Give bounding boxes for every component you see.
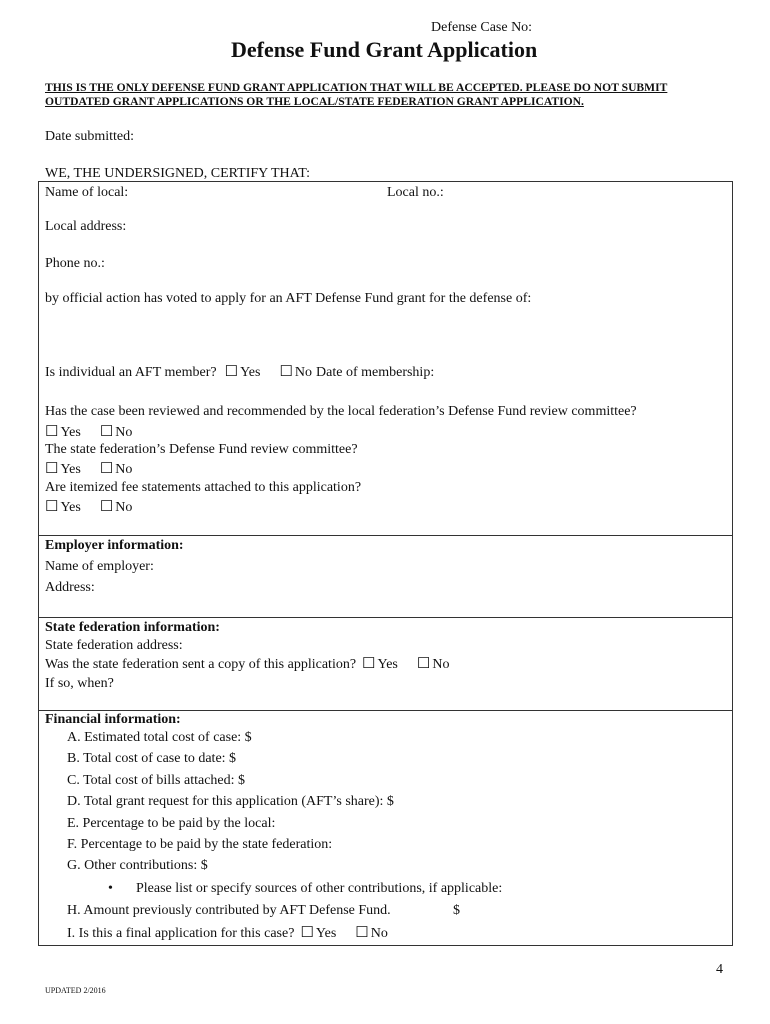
state-review-question: The state federation’s Defense Fund review committee? [45, 442, 358, 457]
certify-label: WE, THE UNDERSIGNED, CERTIFY THAT: [45, 166, 310, 181]
updated-label: UPDATED 2/2016 [45, 986, 106, 995]
aft-member-question: Is individual an AFT member? [45, 365, 217, 380]
final-application-no-label: No [370, 926, 388, 941]
local-review-yes-checkbox[interactable]: ☐ [45, 424, 59, 440]
notice-line-2: OUTDATED GRANT APPLICATIONS OR THE LOCAL/STATE FEDERATION GRANT APPLICATION. [45, 95, 584, 108]
financial-item-e: E. Percentage to be paid by the local: [67, 816, 276, 831]
itemized-no-label: No [115, 500, 133, 515]
local-review-no-checkbox[interactable]: ☐ [99, 424, 114, 440]
local-review-no-label: No [115, 425, 133, 440]
state-copy-question: Was the state federation sent a copy of this application? [45, 657, 357, 672]
itemized-yes-label: Yes [60, 500, 81, 515]
aft-member-yes-option[interactable] [225, 364, 261, 381]
section-divider-employer [38, 535, 733, 536]
aft-member-no-option[interactable] [279, 364, 312, 381]
financial-item-bullet: Please list or specify sources of other contributions, if applicable: [136, 881, 503, 896]
local-review-options [45, 424, 132, 441]
financial-item-a: A. Estimated total cost of case: $ [67, 730, 252, 745]
state-review-yes-checkbox[interactable]: ☐ [45, 461, 59, 477]
financial-bullet-icon: • [108, 881, 113, 896]
financial-item-d: D. Total grant request for this application (AFT’s share): $ [67, 794, 394, 809]
financial-item-h-dollar: $ [453, 903, 460, 918]
state-review-yes-option[interactable] [45, 461, 81, 478]
aft-member-no-checkbox[interactable]: ☐ [279, 364, 293, 380]
section-divider-state-federation [38, 617, 733, 618]
aft-member-yes-checkbox[interactable]: ☐ [224, 364, 239, 380]
date-of-membership-label: Date of membership: [316, 365, 435, 380]
financial-item-b: B. Total cost of case to date: $ [67, 751, 237, 766]
itemized-question: Are itemized fee statements attached to this application? [45, 480, 362, 495]
financial-heading: Financial information: [45, 712, 181, 727]
employer-address-label: Address: [45, 580, 95, 595]
aft-member-row [45, 364, 434, 381]
final-application-no-checkbox[interactable]: ☐ [355, 925, 369, 941]
state-copy-yes-checkbox[interactable]: ☐ [362, 656, 376, 672]
notice-line-1: THIS IS THE ONLY DEFENSE FUND GRANT APPLICATION THAT WILL BE ACCEPTED. PLEASE DO NOT SUBMIT [45, 81, 668, 94]
state-federation-address-label: State federation address: [45, 638, 183, 653]
aft-member-yes-label: Yes [240, 365, 261, 380]
itemized-no-checkbox[interactable]: ☐ [99, 499, 114, 515]
financial-item-h: H. Amount previously contributed by AFT Defense Fund. [67, 903, 391, 918]
local-review-question: Has the case been reviewed and recommended by the local federation’s Defense Fund review committee? [45, 404, 637, 419]
employer-heading: Employer information: [45, 538, 184, 553]
state-copy-row [45, 656, 449, 673]
state-copy-yes-option[interactable] [362, 656, 398, 673]
page-number: 4 [716, 962, 723, 977]
official-action-text: by official action has voted to apply for an AFT Defense Fund grant for the defense of: [45, 291, 532, 306]
state-copy-no-label: No [432, 657, 450, 672]
state-review-yes-label: Yes [60, 462, 81, 477]
defense-case-no-label: Defense Case No: [431, 20, 533, 35]
state-federation-heading: State federation information: [45, 620, 220, 635]
state-review-no-checkbox[interactable]: ☐ [99, 461, 114, 477]
final-application-no-option[interactable] [355, 925, 388, 942]
final-application-yes-checkbox[interactable]: ☐ [300, 925, 314, 941]
date-submitted-label: Date submitted: [45, 129, 135, 144]
local-review-yes-option[interactable] [45, 424, 81, 441]
itemized-no-option[interactable] [100, 499, 133, 516]
phone-no-label: Phone no.: [45, 256, 105, 271]
local-address-label: Local address: [45, 219, 127, 234]
final-application-yes-label: Yes [315, 926, 337, 941]
name-of-local-label: Name of local: [45, 185, 129, 200]
final-application-row [67, 925, 388, 942]
state-review-no-label: No [115, 462, 133, 477]
financial-item-i: I. Is this a final application for this case? [67, 926, 295, 941]
page-title: Defense Fund Grant Application [231, 37, 538, 62]
state-review-options [45, 461, 132, 478]
final-application-yes-option[interactable] [300, 925, 336, 942]
state-copy-yes-label: Yes [377, 657, 398, 672]
itemized-options [45, 499, 132, 516]
employer-name-label: Name of employer: [45, 559, 154, 574]
local-review-yes-label: Yes [60, 425, 81, 440]
itemized-yes-option[interactable] [45, 499, 81, 516]
state-copy-no-checkbox[interactable]: ☐ [416, 656, 431, 672]
itemized-yes-checkbox[interactable]: ☐ [45, 499, 59, 515]
state-review-no-option[interactable] [100, 461, 133, 478]
local-no-label: Local no.: [387, 185, 444, 200]
aft-member-no-label: No [294, 365, 313, 380]
financial-item-f: F. Percentage to be paid by the state federation: [67, 837, 333, 852]
financial-item-g: G. Other contributions: $ [67, 858, 208, 873]
state-copy-no-option[interactable] [417, 656, 450, 673]
state-copy-when-label: If so, when? [45, 676, 114, 691]
local-review-no-option[interactable] [100, 424, 133, 441]
section-divider-financial [38, 710, 733, 711]
financial-item-c: C. Total cost of bills attached: $ [67, 773, 246, 788]
